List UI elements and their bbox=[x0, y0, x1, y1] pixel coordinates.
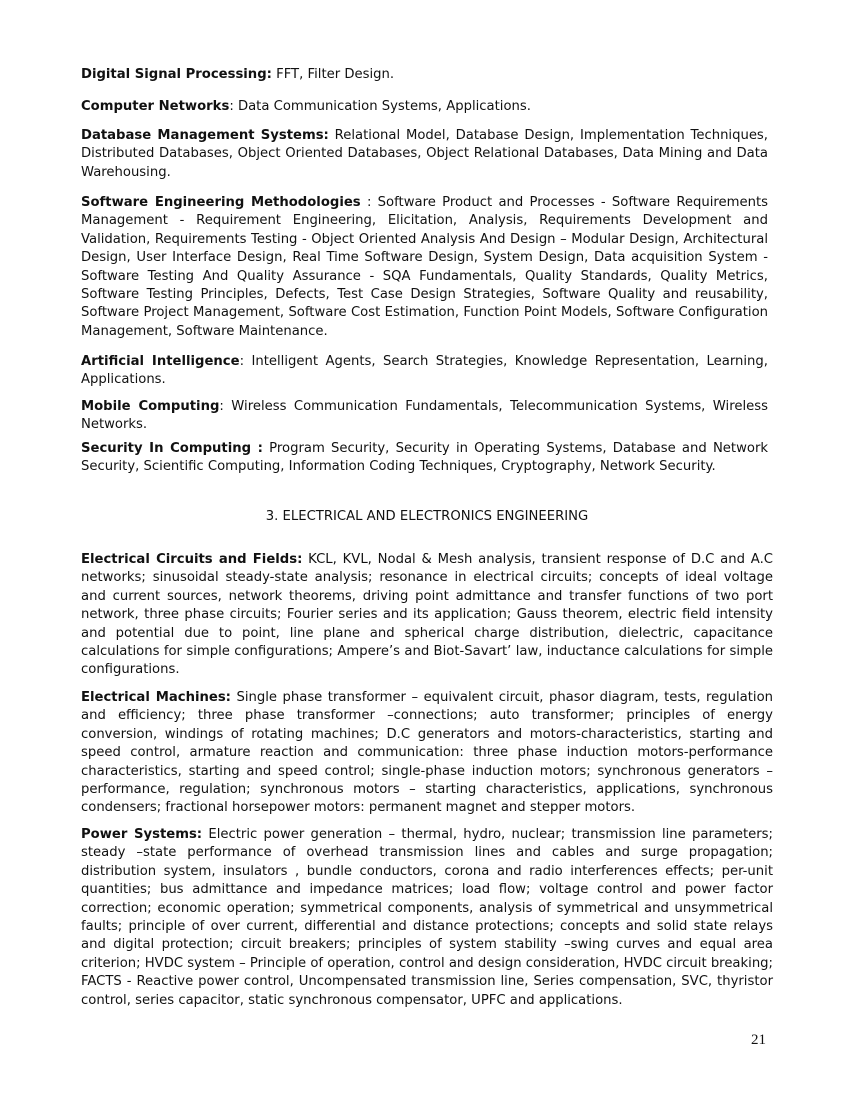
topic-body: : Data Communication Systems, Applications. bbox=[229, 99, 531, 114]
topic-body: FFT, Filter Design. bbox=[271, 67, 395, 82]
topic-artificial-intelligence bbox=[81, 353, 768, 390]
topic-software-engineering bbox=[81, 194, 768, 341]
topic-body: Electric power generation – thermal, hydro, nuclear; transmission line parameters; steady –state performance of overhead transmission lines and cables and surge propagation; distribution system, insulators , bundle conductors, corona and radio interferences effects; per-unit quantities; bus admittance and impedance matrices; load flow; voltage control and power factor correction; economic operation; symmetrical components, analysis of symmetrical and unsymmetrical faults; principle of over current, differential and distance protections; concepts and solid state relays and digital protection; circuit breakers; principles of system stability –swing curves and equal area criterion; HVDC system – Principle of operation, control and design consideration, HVDC circuit breaking; FACTS - Reactive power control, Uncompensated transmission line, Series compensation, SVC, thyristor control, series capacitor, static synchronous compensator, UPFC and applications. bbox=[81, 827, 773, 1008]
topic-body: Program Security, Security in Operating Systems, Database and Network Security, Scientific Computing, Information Coding Techniques, Cryptography, Network Security. bbox=[81, 441, 769, 475]
topic-title: Mobile Computing bbox=[81, 399, 220, 414]
topic-digital-signal-processing bbox=[81, 66, 768, 84]
topic-title: Software Engineering Methodologies bbox=[81, 195, 361, 210]
topic-body: : Wireless Communication Fundamentals, Telecommunication Systems, Wireless Networks. bbox=[81, 399, 768, 433]
topic-title: Electrical Machines: bbox=[81, 690, 231, 705]
topic-title: Computer Networks bbox=[81, 99, 230, 114]
topic-security-in-computing bbox=[81, 440, 768, 477]
topic-electrical-machines bbox=[81, 689, 773, 818]
topic-title: Digital Signal Processing: bbox=[81, 67, 272, 82]
section-heading: 3. ELECTRICAL AND ELECTRONICS ENGINEERING bbox=[265, 509, 589, 524]
topic-body: Single phase transformer – equivalent circuit, phasor diagram, tests, regulation and efficiency; three phase transformer –connections; auto transformer; principles of energy conversion, windings of rotating machines; D.C generators and motors-characteristics, starting and speed control, armature reaction and communication: three phase induction motors-performance characteristics, starting and speed control; single-phase induction motors; synchronous generators – performance, regulation; synchronous motors – starting characteristics, applications, synchronous condensers; fractional horsepower motors: permanent magnet and stepper motors. bbox=[81, 690, 774, 816]
topic-title: Database Management Systems: bbox=[81, 128, 329, 143]
topic-mobile-computing bbox=[81, 398, 768, 435]
topic-power-systems bbox=[81, 826, 773, 1010]
topic-body: : Intelligent Agents, Search Strategies, Knowledge Representation, Learning, Applications. bbox=[81, 354, 768, 388]
topic-computer-networks bbox=[81, 98, 768, 116]
page-number: 21 bbox=[751, 1032, 766, 1048]
topic-electrical-circuits bbox=[81, 551, 773, 680]
topic-body: Relational Model, Database Design, Implementation Techniques, Distributed Databases, Object Oriented Databases, Object Relational Databases, Data Mining and Data Warehousing. bbox=[81, 128, 768, 180]
topic-database-management-systems bbox=[81, 127, 768, 182]
topic-title: Artificial Intelligence bbox=[81, 354, 240, 369]
topic-body: KCL, KVL, Nodal & Mesh analysis, transient response of D.C and A.C networks; sinusoidal steady-state analysis; resonance in electrical circuits; concepts of ideal voltage and current sources, network theorems, driving point admittance and transfer functions of two port network, three phase circuits; Fourier series and its application; Gauss theorem, electric field intensity and potential due to point, line plane and spherical charge distribution, dielectric, capacitance calculations for simple configurations; Ampere’s and Biot-Savart’ law, inductance calculations for simple configurations. bbox=[81, 552, 773, 678]
topic-body: : Software Product and Processes - Software Requirements Management - Requirement Engineering, Elicitation, Analysis, Requirements Development and Validation, Requirements Testing - Object Oriented Analysis And Design – Modular Design, Architectural Design, User Interface Design, Real Time Software Design, System Design, Data acquisition System - Software Testing And Quality Assurance - SQA Fundamentals, Quality Standards, Quality Metrics, Software Testing Principles, Defects, Test Case Design Strategies, Software Quality and reusability, Software Project Management, Software Cost Estimation, Function Point Models, Software Configuration Management, Software Maintenance. bbox=[81, 195, 769, 339]
topic-title: Power Systems: bbox=[81, 827, 203, 842]
topic-title: Electrical Circuits and Fields: bbox=[81, 552, 303, 567]
topic-title: Security In Computing : bbox=[81, 441, 263, 456]
